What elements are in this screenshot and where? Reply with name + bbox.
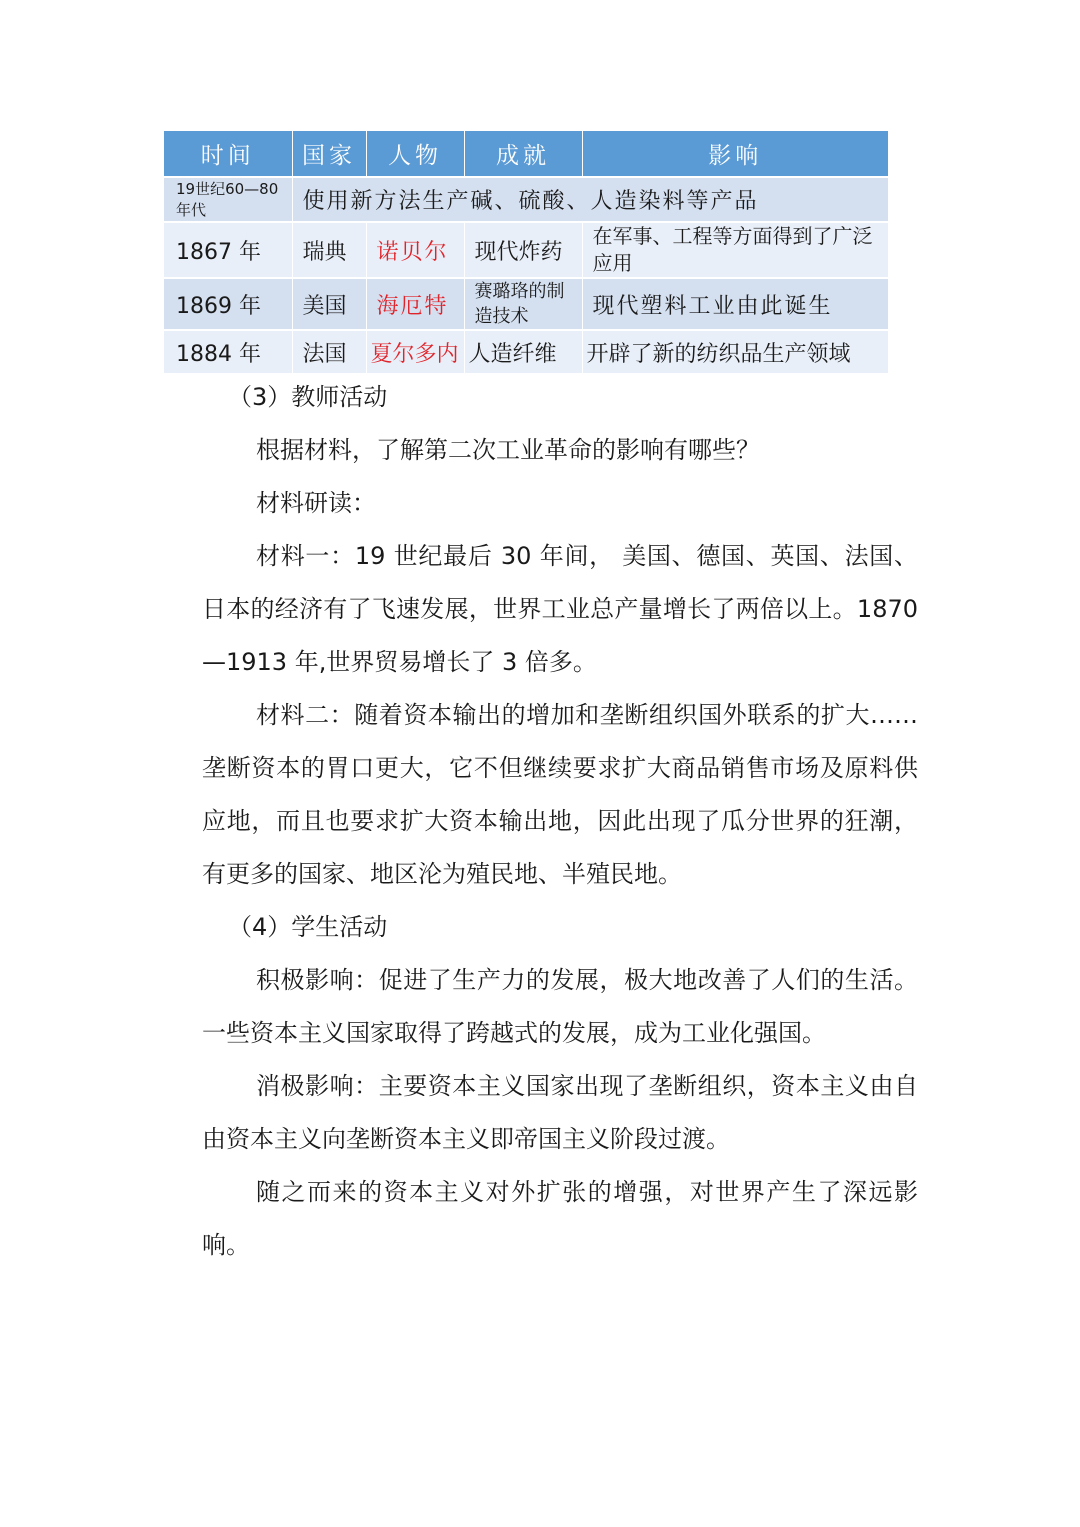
cell-achievement: 赛璐珞的制造技术 bbox=[464, 278, 582, 330]
header-impact: 影响 bbox=[582, 131, 888, 177]
cell-country: 美国 bbox=[292, 278, 366, 330]
table-header-row bbox=[164, 131, 888, 177]
table-row bbox=[164, 330, 888, 373]
cell-achievement: 现代炸药 bbox=[464, 222, 582, 278]
paragraph-positive-impact: 积极影响：促进了生产力的发展，极大地改善了人们的生活。一些资本主义国家取得了跨越式的发展，成为工业化强国。 bbox=[202, 966, 918, 1047]
table-row bbox=[164, 177, 888, 222]
cell-person: 诺贝尔 bbox=[366, 222, 464, 278]
cell-time: 1867 年 bbox=[164, 222, 292, 278]
cell-country: 法国 bbox=[292, 330, 366, 373]
paragraph-negative-impact: 消极影响：主要资本主义国家出现了垄断组织，资本主义由自由资本主义向垄断资本主义即帝国主义阶段过渡。 bbox=[202, 1072, 918, 1153]
cell-achievement: 人造纤维 bbox=[464, 330, 582, 373]
table-row bbox=[164, 278, 888, 330]
cell-person: 夏尔多内 bbox=[366, 330, 464, 373]
table-row bbox=[164, 222, 888, 278]
cell-impact: 现代塑料工业由此诞生 bbox=[582, 278, 888, 330]
section-heading-teacher-activity: （3）教师活动 bbox=[228, 383, 388, 411]
cell-time: 1869 年 bbox=[164, 278, 292, 330]
paragraph-material-intro: 材料研读： bbox=[256, 489, 376, 517]
section-heading-student-activity: （4）学生活动 bbox=[228, 913, 388, 941]
cell-time: 1884 年 bbox=[164, 330, 292, 373]
cell-person: 海厄特 bbox=[366, 278, 464, 330]
paragraph-material-one: 材料一：19 世纪最后 30 年间， 美国、德国、英国、法国、日本的经济有了飞速发展，世界工业总产量增长了两倍以上。1870—1913 年,世界贸易增长了 3 倍多。 bbox=[202, 542, 918, 676]
cell-time: 19世纪60—80年代 bbox=[164, 177, 292, 222]
paragraph-material-two: 材料二：随着资本输出的增加和垄断组织国外联系的扩大……垄断资本的胃口更大，它不但继续要求扩大商品销售市场及原料供应地，而且也要求扩大资本输出地，因此出现了瓜分世界的狂潮，有更多的国家、地区沦为殖民地、半殖民地。 bbox=[202, 701, 918, 888]
cell-country: 瑞典 bbox=[292, 222, 366, 278]
document-body bbox=[202, 371, 918, 1272]
paragraph-question: 根据材料，了解第二次工业革命的影响有哪些？ bbox=[256, 436, 760, 464]
inventions-table bbox=[164, 131, 888, 373]
paragraph-conclusion: 随之而来的资本主义对外扩张的增强，对世界产生了深远影响。 bbox=[202, 1178, 918, 1259]
cell-impact: 开辟了新的纺织品生产领域 bbox=[582, 330, 888, 373]
cell-impact: 在军事、工程等方面得到了广泛应用 bbox=[582, 222, 888, 278]
cell-merged-description: 使用新方法生产碱、硫酸、人造染料等产品 bbox=[292, 177, 888, 222]
header-person: 人物 bbox=[366, 131, 464, 177]
header-country: 国家 bbox=[292, 131, 366, 177]
header-time: 时间 bbox=[164, 131, 292, 177]
header-achievement: 成就 bbox=[464, 131, 582, 177]
